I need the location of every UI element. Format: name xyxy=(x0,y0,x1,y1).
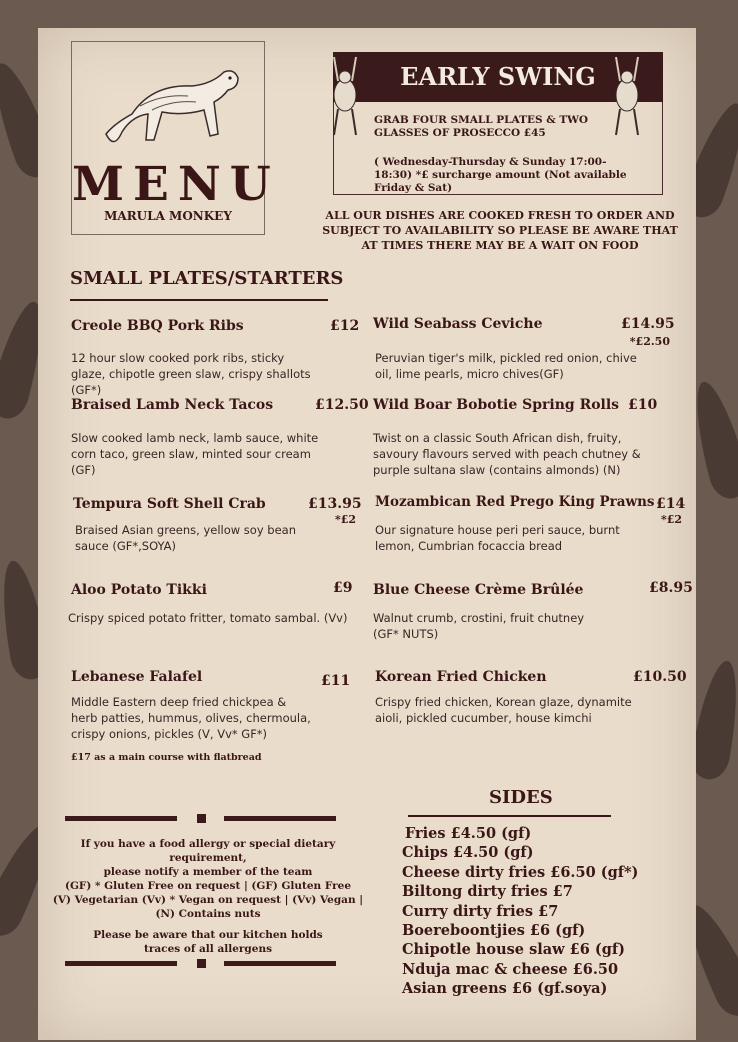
divider-square xyxy=(197,814,206,823)
item-name: Creole BBQ Pork Ribs xyxy=(71,318,244,334)
starters-heading-rule xyxy=(70,299,328,301)
item-description: Middle Eastern deep fried chickpea & herb patties, hummus, olives, chermoula, crispy onions, pickles (V, Vv* GF*) xyxy=(71,695,311,741)
allergy-line: please notify a member of the team xyxy=(103,866,313,878)
item-price: £13.95 xyxy=(308,496,362,512)
allergy-line: (N) Contains nuts xyxy=(155,908,261,920)
sides-list xyxy=(402,824,682,999)
item-description: Twist on a classic South African dish, fruity, savoury flavours served with peach chutney & purple sultana slaw (contains almonds) (N) xyxy=(373,431,641,477)
item-description: Slow cooked lamb neck, lamb sauce, white corn taco, green slaw, minted sour cream (GF) xyxy=(71,431,319,477)
item-price: £10.50 xyxy=(633,669,687,685)
allergy-line: (V) Vegetarian (Vv) * Vegan on request | (Vv) Vegan | xyxy=(52,894,364,906)
allergy-info xyxy=(43,837,373,956)
item-price: £10 xyxy=(628,397,658,413)
side-item: Biltong dirty fries £7 xyxy=(402,883,573,901)
logo-box xyxy=(71,41,280,235)
sides-heading: SIDES xyxy=(489,787,553,808)
item-description: Braised Asian greens, yellow soy bean sauce (GF*,SOYA) xyxy=(75,523,297,553)
item-description: Crispy fried chicken, Korean glaze, dynamite aioli, pickled cucumber, house kimchi xyxy=(375,695,632,725)
item-price: £9 xyxy=(333,580,353,596)
item-name: Lebanese Falafel xyxy=(71,669,203,685)
promo-title: EARLY SWING xyxy=(333,52,663,102)
restaurant-name: MARULA MONKEY xyxy=(104,209,232,223)
item-description: Our signature house peri peri sauce, burnt lemon, Cumbrian focaccia bread xyxy=(375,523,620,553)
divider-dash xyxy=(224,961,336,966)
monkey-illustration-icon xyxy=(92,54,242,154)
falafel-main-course-note: £17 as a main course with flatbread xyxy=(71,752,262,763)
item-name: Mozambican Red Prego King Prawns xyxy=(375,494,655,510)
allergy-line: (GF) * Gluten Free on request | (GF) Gluten Free xyxy=(64,880,352,892)
divider-square xyxy=(197,959,206,968)
item-name: Blue Cheese Crème Brûlée xyxy=(373,582,584,598)
item-name: Braised Lamb Neck Tacos xyxy=(71,397,274,413)
item-description: 12 hour slow cooked pork ribs, sticky glaze, chipotle green slaw, crispy shallots (GF*) xyxy=(71,351,311,397)
item-price: £11 xyxy=(321,673,351,689)
promo-box xyxy=(333,52,663,195)
promo-offer: GRAB FOUR SMALL PLATES & TWO GLASSES OF PROSECCO £45 xyxy=(374,114,589,139)
side-item: Cheese dirty fries £6.50 (gf*) xyxy=(402,863,639,881)
item-price: £14.95 xyxy=(621,316,675,332)
item-price: £12.50 xyxy=(315,397,369,413)
item-description: Crispy spiced potato fritter, tomato sambal. (Vv) xyxy=(68,611,348,625)
kitchen-line: Please be aware that our kitchen holds xyxy=(93,929,323,941)
item-surcharge: *£2.50 xyxy=(629,335,670,348)
menu-card xyxy=(38,28,696,1040)
item-price: £14 xyxy=(656,496,686,512)
divider-dash xyxy=(65,816,177,821)
item-surcharge: *£2 xyxy=(334,513,356,526)
item-price: £12 xyxy=(330,318,360,334)
side-item: Curry dirty fries £7 xyxy=(402,902,559,920)
kitchen-line: traces of all allergens xyxy=(144,943,272,955)
item-name: Tempura Soft Shell Crab xyxy=(73,496,266,512)
item-name: Korean Fried Chicken xyxy=(375,669,547,685)
item-name: Aloo Potato Tikki xyxy=(71,582,207,598)
side-item: Chips £4.50 (gf) xyxy=(402,844,534,862)
side-item: Nduja mac & cheese £6.50 xyxy=(402,960,619,978)
menu-title: MENU xyxy=(72,157,280,212)
side-item: Chipotle house slaw £6 (gf) xyxy=(402,941,625,959)
divider-dash xyxy=(224,816,336,821)
item-description: Walnut crumb, crostini, fruit chutney (GF* NUTS) xyxy=(373,611,585,641)
promo-times: ( Wednesday-Thursday & Sunday 17:00-18:30) *£ surcharge amount (Not available Friday & Sat) xyxy=(374,156,627,194)
hanging-monkey-left-icon xyxy=(328,55,362,141)
item-name: Wild Boar Bobotie Spring Rolls xyxy=(373,397,620,413)
starters-heading: SMALL PLATES/STARTERS xyxy=(70,268,344,289)
divider-dash xyxy=(65,961,177,966)
item-surcharge: *£2 xyxy=(660,513,682,526)
fresh-cooking-notice: ALL OUR DISHES ARE COOKED FRESH TO ORDER AND SUBJECT TO AVAILABILITY SO PLEASE BE AWARE THAT AT TIMES THERE MAY BE A WAIT ON FOOD xyxy=(322,209,678,252)
side-item: Asian greens £6 (gf.soya) xyxy=(402,980,608,998)
side-item: Fries £4.50 (gf) xyxy=(405,825,532,842)
side-item: Boereboontjies £6 (gf) xyxy=(402,922,586,940)
sides-heading-rule xyxy=(408,815,611,817)
item-description: Peruvian tiger's milk, pickled red onion, chive oil, lime pearls, micro chives(GF) xyxy=(375,351,637,381)
item-price: £8.95 xyxy=(649,580,693,596)
item-name: Wild Seabass Ceviche xyxy=(373,316,543,332)
allergy-line: If you have a food allergy or special dietary requirement, xyxy=(80,838,336,864)
